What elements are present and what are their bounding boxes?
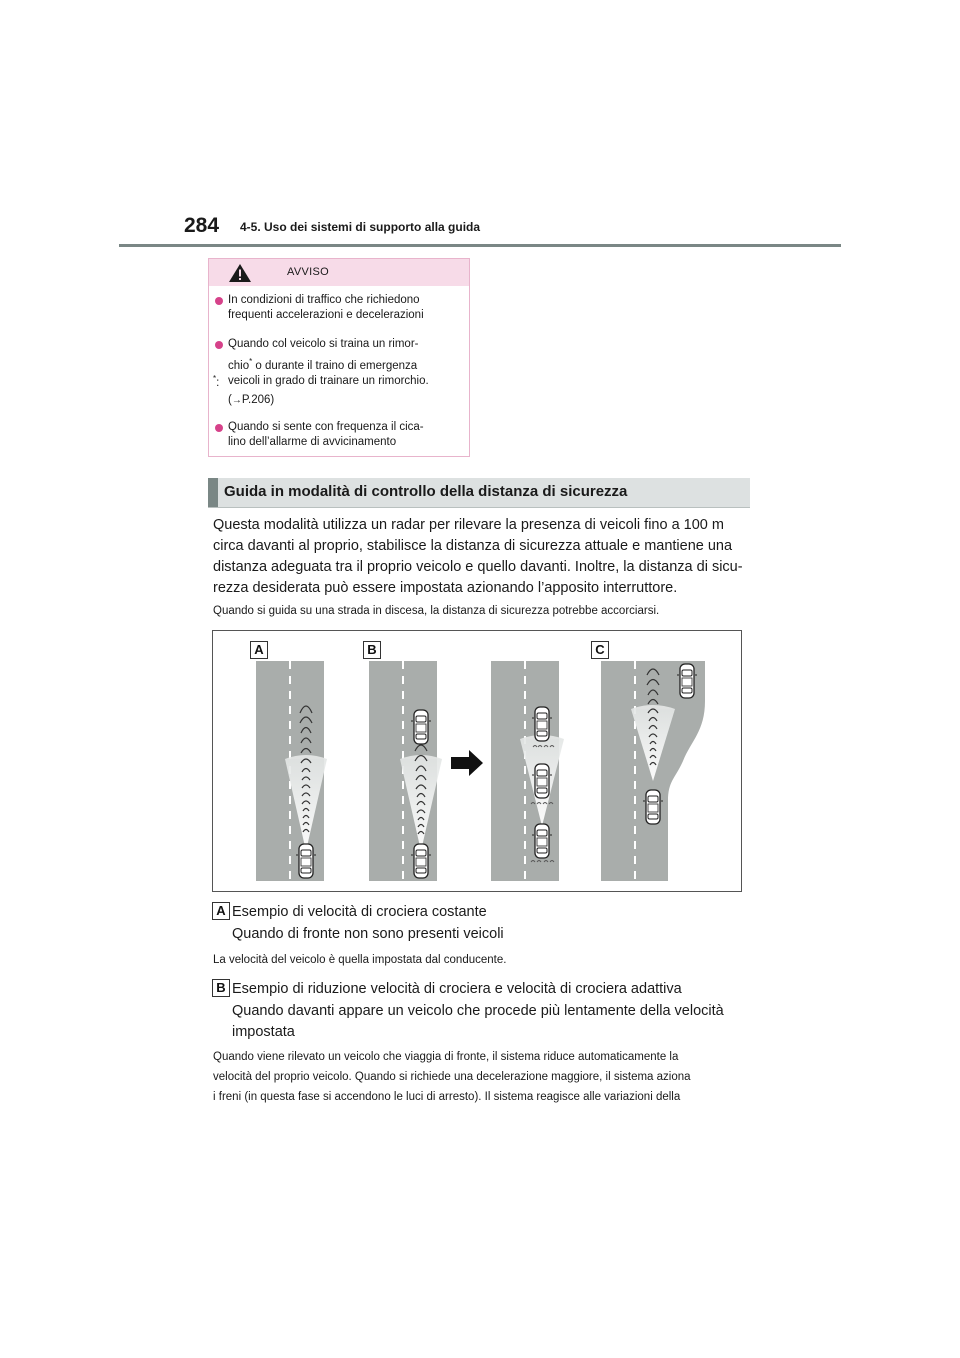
section-heading-box — [208, 478, 750, 507]
item-b-label: B — [212, 979, 230, 997]
warning-footnote — [213, 371, 219, 391]
item-b-note-line-1: Quando viene rilevato un veicolo che viaggia di fronte, il sistema riduce automaticamente la — [213, 1051, 679, 1063]
acc-diagram-illustration — [213, 631, 741, 891]
road-b-before — [369, 661, 442, 881]
warning-item-1-line-1: In condizioni di traffico che richiedono — [228, 294, 420, 306]
item-a-subtitle: Quando di fronte non sono presenti veicoli — [232, 926, 504, 942]
section-heading: Guida in modalità di controllo della distanza di sicurezza — [224, 483, 628, 500]
transition-arrow-icon — [451, 750, 483, 776]
bullet-dot — [215, 297, 223, 305]
road-a — [256, 661, 327, 881]
bullet-dot — [215, 341, 223, 349]
heading-rule — [208, 507, 750, 508]
intro-line-3: distanza adeguata tra il proprio veicolo e quello davanti. Inoltre, la distanza di sicu- — [213, 559, 743, 575]
road-b-after — [491, 661, 564, 881]
warning-item-2-line-2 — [228, 354, 417, 374]
diagram-label-c: C — [591, 641, 609, 659]
warning-triangle-icon — [228, 263, 252, 283]
warning-item-3-line-2: lino dell’allarme di avvicinamento — [228, 436, 397, 448]
warning-header — [209, 259, 469, 286]
item-b-subtitle-line-2: impostata — [232, 1024, 295, 1040]
road-c — [601, 661, 705, 881]
item-b-note-line-2: velocità del proprio veicolo. Quando si richiede una decelerazione maggiore, il sistema aziona — [213, 1071, 691, 1083]
item-b-title: Esempio di riduzione velocità di crociera e velocità di crociera adattiva — [232, 981, 682, 997]
warning-footnote-text: veicoli in grado di trainare un rimorchio. — [228, 375, 429, 387]
ref-paren: ( — [228, 394, 232, 406]
item-a-label: A — [212, 902, 230, 920]
warning-item-1-line-2: frequenti accelerazioni e decelerazioni — [228, 309, 424, 321]
warning-box — [208, 258, 470, 457]
bullet-dot — [215, 424, 223, 432]
warning-item-3-line-1: Quando si sente con frequenza il cica- — [228, 421, 424, 433]
warning-item-2-line-1: Quando col veicolo si traina un rimor- — [228, 338, 419, 350]
ref-link[interactable]: P.206) — [241, 394, 275, 406]
intro-line-2: circa davanti al proprio, stabilisce la distanza di sicurezza attuale e mantiene una — [213, 538, 733, 554]
item-a-note: La velocità del veicolo è quella impostata dal conducente. — [213, 954, 507, 966]
heading-accent-bar — [208, 478, 218, 507]
diagram-label-b: B — [363, 641, 381, 659]
intro-line-1: Questa modalità utilizza un radar per rilevare la presenza di veicoli fino a 100 m — [213, 517, 724, 533]
warning-item-2-reference — [228, 392, 274, 409]
acc-diagram — [212, 630, 742, 892]
warning-title: AVVISO — [287, 266, 329, 278]
intro-line-4: rezza desiderata può essere impostata azionando l’apposito interruttore. — [213, 580, 678, 596]
page-number: 284 — [184, 214, 220, 237]
arrow-right-icon: → — [231, 395, 242, 406]
footnote-colon: : — [216, 376, 220, 389]
diagram-label-a: A — [250, 641, 268, 659]
item-a-title: Esempio di velocità di crociera costante — [232, 904, 487, 920]
item-b-note-line-3: i freni (in questa fase si accendono le luci di arresto). Il sistema reagisce alle variazioni della — [213, 1091, 681, 1103]
footnote-mark: * — [213, 374, 217, 383]
warning-item-2-text-b: o durante il traino di emergenza — [252, 359, 418, 372]
item-b-subtitle-line-1: Quando davanti appare un veicolo che procede più lentamente della velocità — [232, 1003, 724, 1019]
section-title: 4-5. Uso dei sistemi di supporto alla guida — [240, 220, 481, 234]
warning-item-2-text-a: chio — [228, 359, 250, 372]
footnote-superscript: * — [249, 357, 253, 366]
downhill-note: Quando si guida su una strada in discesa, la distanza di sicurezza potrebbe accorciarsi. — [213, 605, 660, 617]
header-divider — [119, 244, 841, 247]
